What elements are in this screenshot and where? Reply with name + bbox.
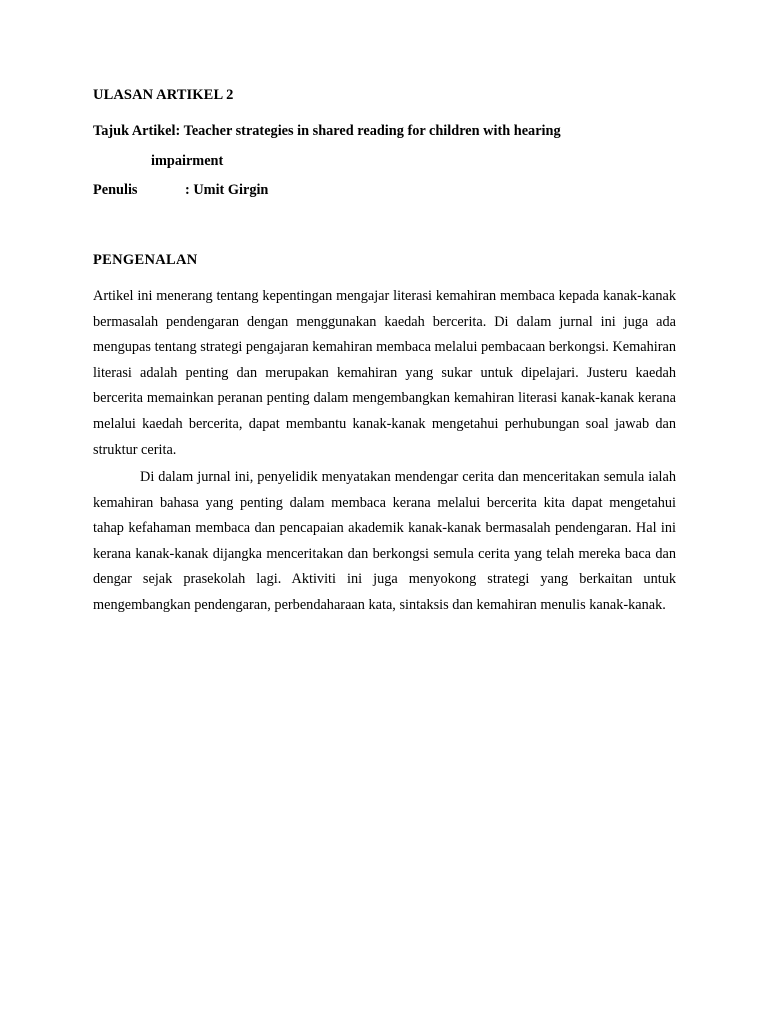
author-value: : Umit Girgin [185, 182, 269, 198]
article-title-value: Teacher strategies in shared reading for children with hearing [183, 123, 561, 139]
section-heading: PENGENALAN [93, 252, 198, 268]
article-title-row [93, 116, 693, 176]
document-title: ULASAN ARTIKEL 2 [93, 87, 234, 103]
article-title-value-continued: impairment [151, 153, 224, 169]
body-paragraph: Di dalam jurnal ini, penyelidik menyatakan mendengar cerita dan menceritakan semula ialah kemahiran bahasa yang penting dalam membaca kerana melalui bercerita kita dapat mengetahui tahap kefahaman membaca dan pencapaian akademik kanak-kanak bermasalah pendengaran. Hal ini kerana kanak-kanak dijangka menceritakan dan berkongsi semula cerita yang telah mereka baca dan dengar sejak prasekolah lagi. Aktiviti ini juga menyokong strategi yang berkaitan untuk mengembangkan pendengaran, perbendaharaan kata, sintaksis dan kemahiran menulis kanak-kanak. [93, 469, 676, 613]
body-paragraph: Artikel ini menerang tentang kepentingan mengajar literasi kemahiran membaca kepada kanak-kanak bermasalah pendengaran dengan menggunakan kaedah bercerita. Di dalam jurnal ini juga ada mengupas tentang strategi pengajaran kemahiran membaca melalui pembacaan berkongsi. Kemahiran literasi adalah penting dan merupakan kemahiran yang sukar untuk dipelajari. Justeru kaedah bercerita memainkan peranan penting dalam mengembangkan kemahiran literasi kanak-kanak kerana melalui kaedah bercerita, dapat membantu kanak-kanak mengetahui perhubungan soal jawab dan struktur cerita. [93, 288, 676, 458]
author-row [93, 182, 268, 199]
article-title-label: Tajuk Artikel: [93, 123, 181, 139]
author-label: Penulis [93, 182, 138, 198]
